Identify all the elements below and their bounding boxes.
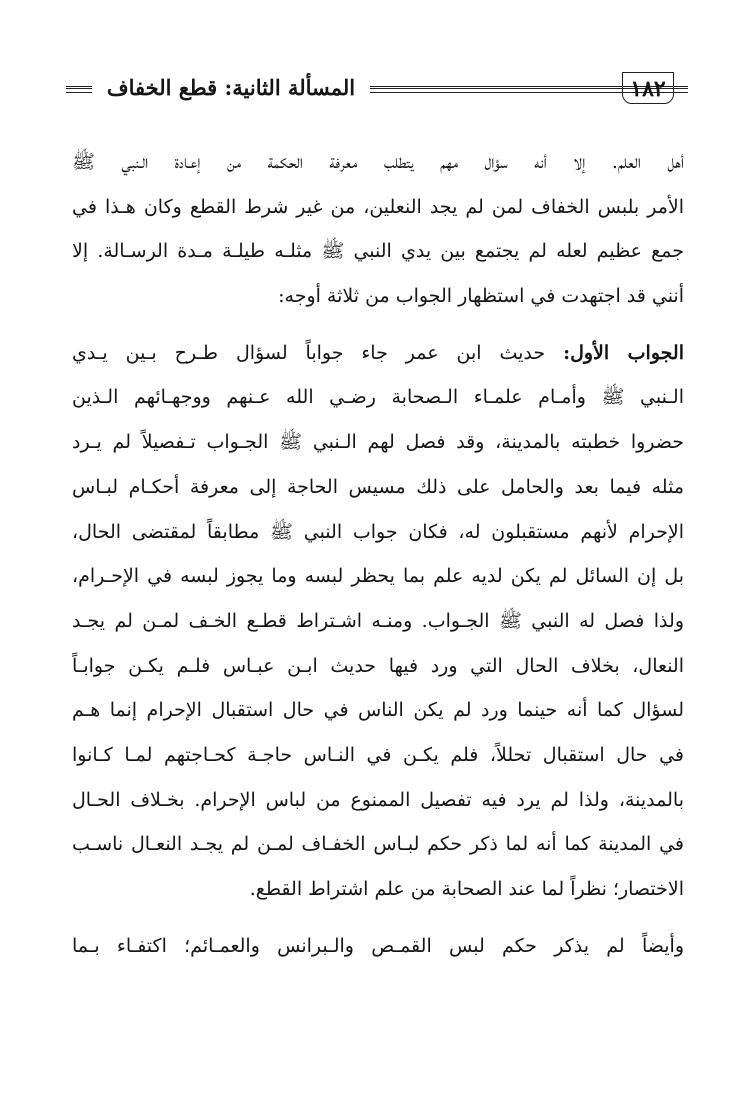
paragraph-gap [72, 319, 684, 331]
text-line: الـنبي ﷺ وأمـام علمـاء الـصحابة رضـي الله عـنهم ووجهـائهم الـذين [72, 386, 684, 409]
body-text [72, 140, 684, 968]
text-line: لسؤال كما أنه حينما ورد لم يكن الناس في حال استقبال الإحرام إنما هـم [72, 699, 684, 722]
page-number: ١٨٢ [622, 72, 674, 104]
answer-heading: الجواب الأول: [563, 341, 684, 364]
running-title: المسألة الثانية: قطع الخفاف [106, 75, 356, 100]
text-line: الاختصار؛ نظراً لما عند الصحابة من علم اشتراط القطع. [249, 878, 684, 900]
running-header [66, 70, 686, 110]
header-rule-left [66, 86, 92, 93]
text-line: في حال استقبال تحللاً، فلم يكـن في النـاس حاجـة كحـاجتهم لمـا كـانوا [72, 743, 684, 766]
text-line: في المدينة كما أنه لما ذكر حكم لبـاس الخفـاف لمـن لم يجـد النعـال ناسـب [72, 833, 684, 856]
header-rule-right [674, 86, 688, 93]
paragraph-gap [72, 912, 684, 924]
text-line: ولذا فصل له النبي ﷺ الجـواب. ومنـه اشـتراط قطـع الخـف لمـن لم يجـد [72, 609, 684, 632]
text-line: أهل العلم. إلا أنه سؤال مهم يتطلب معرفة الحكمة من إعـادة الـنبي ﷺ [72, 151, 684, 173]
text-line [72, 331, 684, 376]
text-line: أنني قد اجتهدت في استظهار الجواب من ثلاثة أوجه: [278, 285, 684, 308]
text-line: الإحرام لأنهم مستقبلون له، فكان جواب النبي ﷺ مطابقاً لمقتضى الحال، [72, 520, 684, 543]
text-line-rest: حديث ابن عمر جاء جواباً لسؤال طـرح بـين يـدي [72, 341, 546, 364]
text-line: وأيضاً لم يذكر حكم لبس القمـص والـبرانس والعمـائم؛ اكتفـاء بـما [72, 934, 684, 957]
text-line: بالمدينة، ولذا لم يرد فيه تفصيل الممنوع من لباس الإحرام. بخـلاف الحـال [72, 788, 684, 811]
text-line: حضروا خطبته بالمدينة، وقد فصل لهم الـنبي ﷺ الجـواب تـفصيلاً لم يـرد [72, 431, 684, 454]
text-line: النعال، بخلاف الحال التي ورد فيها حديث ابـن عبـاس فلـم يكـن جوابـاً [72, 654, 684, 677]
text-line: الأمر بلبس الخفاف لمن لم يجد النعلين، من غير شرط القطع وكان هـذا في [72, 195, 684, 218]
text-line: جمع عظيم لعله لم يجتمع بين يدي النبي ﷺ مثلـه طيلـة مـدة الرسـالة. إلا [72, 240, 684, 263]
text-line: بل إن السائل لم يكن لديه علم بما يحظر لبسه وما يجوز لبسه في الإحـرام، [72, 565, 684, 588]
text-line: مثله فيما بعد والحامل على ذلك مسيس الحاجة إلى معرفة أحكـام لبـاس [72, 475, 684, 498]
